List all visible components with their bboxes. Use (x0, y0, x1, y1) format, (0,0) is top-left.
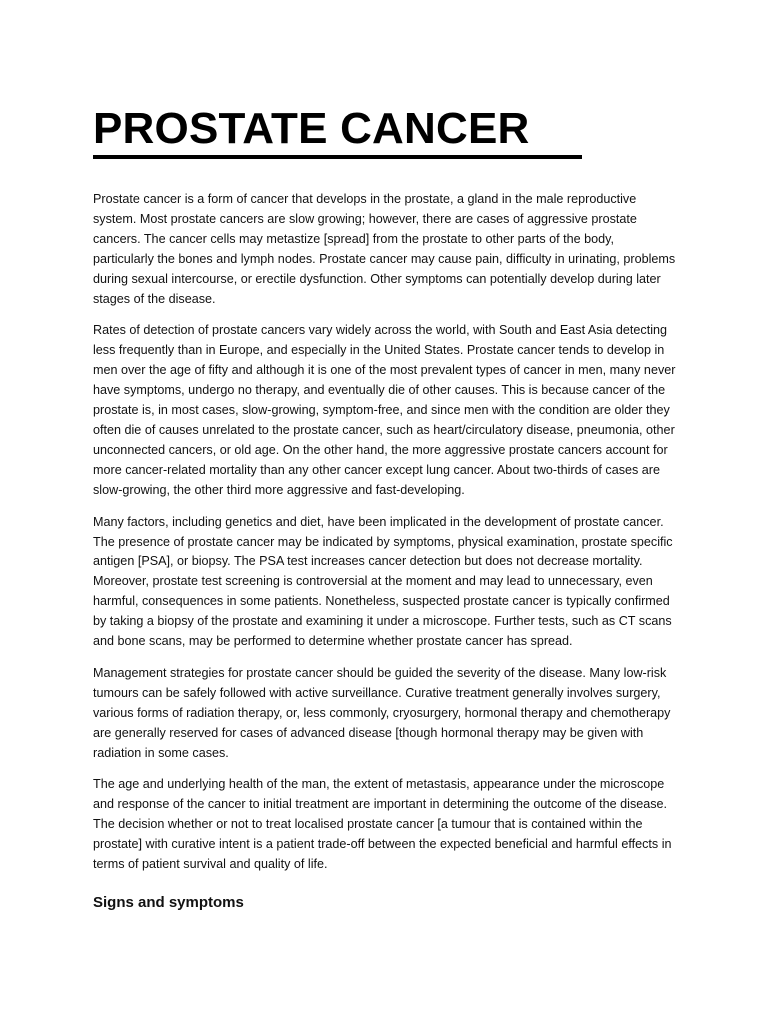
paragraph-outcome: The age and underlying health of the man, the extent of metastasis, appearance under the microscope and response of the cancer to initial treatment are important in determining the outcome of the disease. The decision whether or not to treat localised prostate cancer [a tumour that is contained within the prostate] with curative intent is a patient trade-off between the expected beneficial and harmful effects in terms of patient survival and quality of life. (93, 777, 672, 872)
document-body (93, 190, 678, 913)
document-title: PROSTATE CANCER (93, 104, 530, 153)
paragraph-factors-diagnosis: Many factors, including genetics and diet, have been implicated in the development of prostate cancer. The presence of prostate cancer may be indicated by symptoms, physical examination, prostate specific antigen [PSA], or biopsy. The PSA test increases cancer detection but does not decrease mortality. Moreover, prostate test screening is controversial at the moment and may lead to unnecessary, even harmful, consequences in some patients. Nonetheless, suspected prostate cancer is typically confirmed by taking a biopsy of the prostate and examining it under a microscope. Further tests, such as CT scans and bone scans, may be performed to determine whether prostate cancer has spread. (93, 514, 673, 649)
paragraph-detection-rates: Rates of detection of prostate cancers vary widely across the world, with South and East Asia detecting less frequently than in Europe, and especially in the United States. Prostate cancer tends to develop in men over the age of fifty and although it is one of the most prevalent types of cancer in men, many never have symptoms, undergo no therapy, and eventually die of other causes. This is because cancer of the prostate is, in most cases, slow-growing, symptom-free, and since men with the condition are older they often die of causes unrelated to the prostate cancer, such as heart/circulatory disease, pneumonia, other unconnected cancers, or old age. On the other hand, the more aggressive prostate cancers account for more cancer-related mortality than any other cancer except lung cancer. About two-thirds of cases are slow-growing, the other third more aggressive and fast-developing. (93, 323, 676, 497)
paragraph-intro: Prostate cancer is a form of cancer that develops in the prostate, a gland in the male reproductive system. Most prostate cancers are slow growing; however, there are cases of aggressive prostate cancers. The cancer cells may metastize [spread] from the prostate to other parts of the body, particularly the bones and lymph nodes. Prostate cancer may cause pain, difficulty in urinating, problems during sexual intercourse, or erectile dysfunction. Other symptoms can potentially develop during later stages of the disease. (93, 192, 676, 306)
section-heading-signs-symptoms: Signs and symptoms (93, 894, 244, 911)
title-underline (93, 155, 582, 159)
paragraph-management: Management strategies for prostate cancer should be guided the severity of the disease. Many low-risk tumours can be safely followed with active surveillance. Curative treatment generally involves surgery, various forms of radiation therapy, or, less commonly, cryosurgery, hormonal therapy and chemotherapy are generally reserved for cases of advanced disease [though hormonal therapy may be given with radiation in some cases. (93, 665, 671, 760)
